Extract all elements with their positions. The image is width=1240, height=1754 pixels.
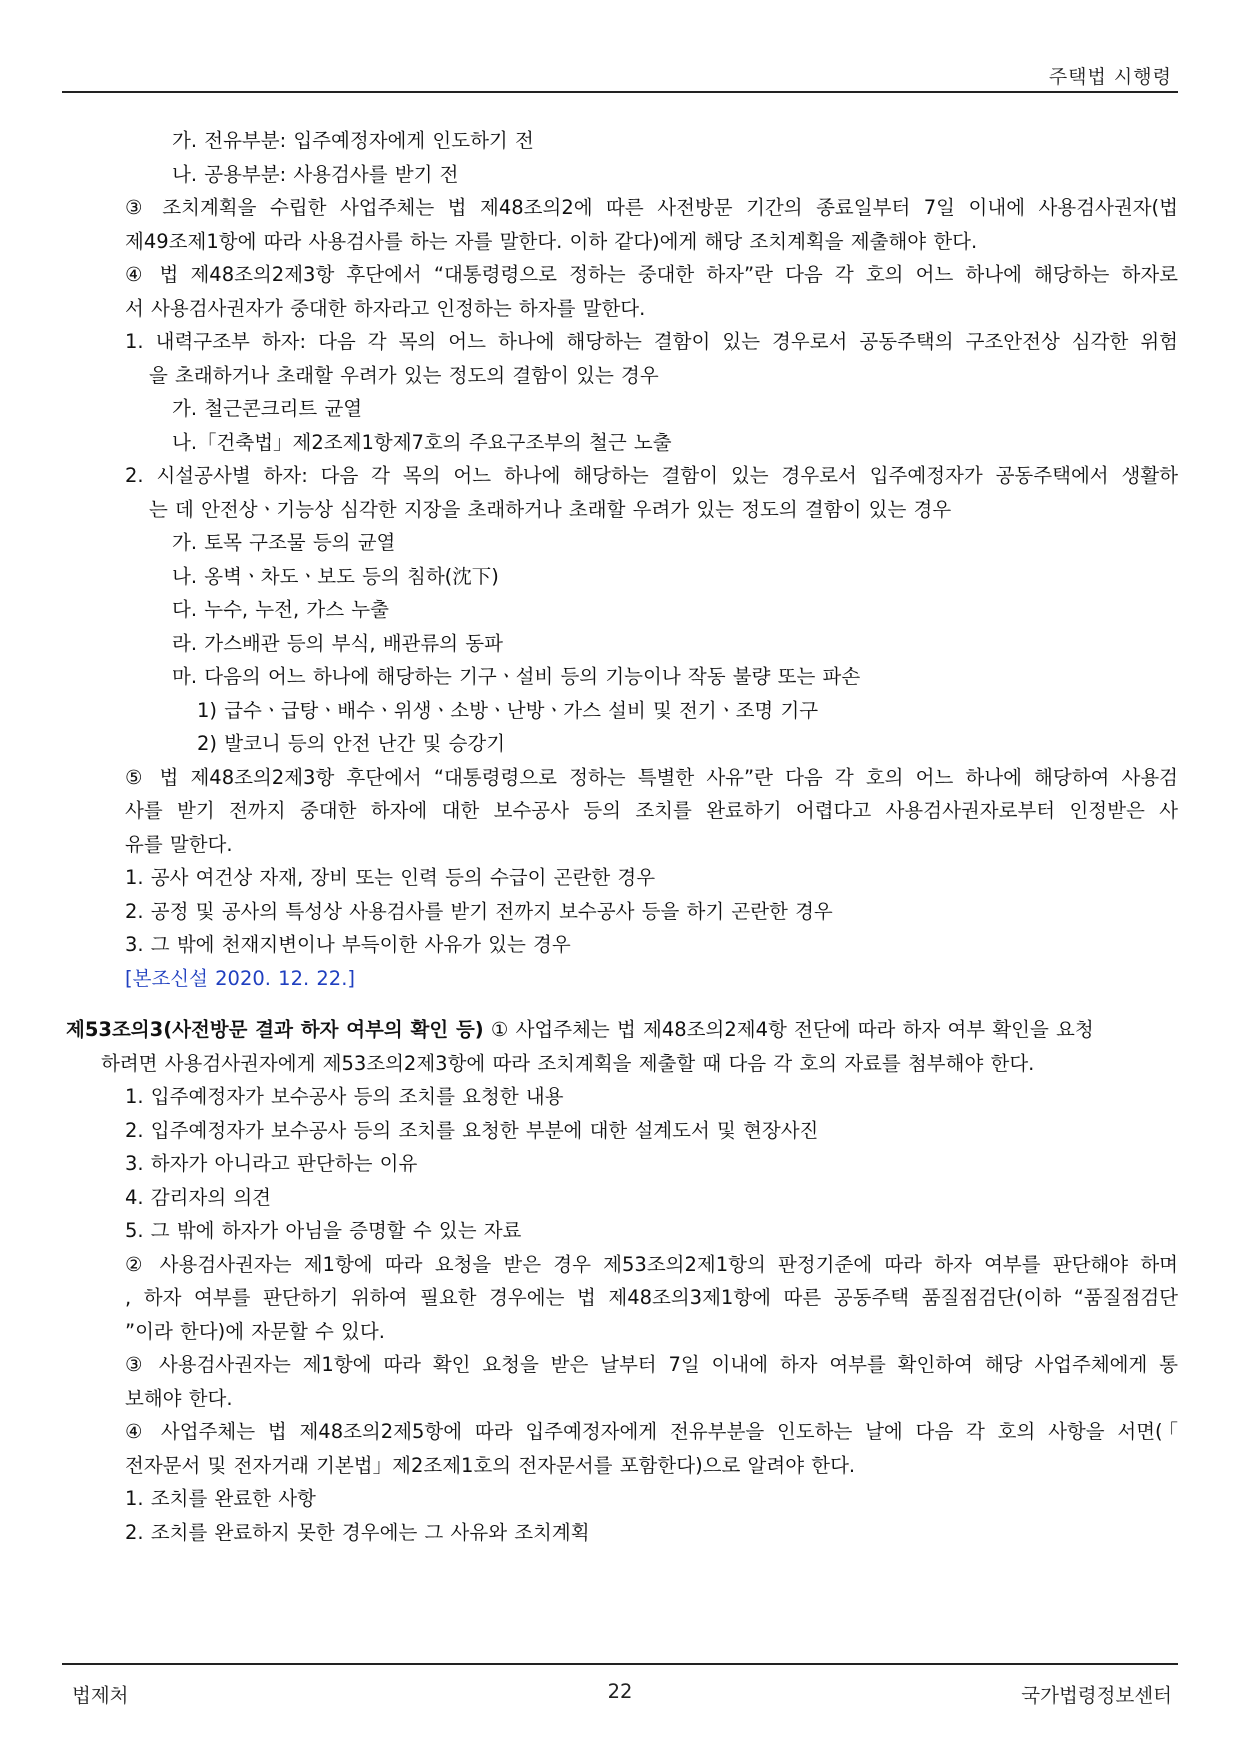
paragraph-line: ③ 사용검사권자는 제1항에 따라 확인 요청을 받은 날부터 7일 이내에 하자 여부를 확인하여 해당 사업주체에게 통 [125,1353,1178,1376]
paragraph-line: ⑤ 법 제48조의2제3항 후단에서 “대통령령으로 정하는 특별한 사유”란 다음 각 호의 어느 하나에 해당하여 사용검 [125,765,1178,789]
paragraph-line: ② 사용검사권자는 제1항에 따라 요청을 받은 경우 제53조의2제1항의 판정기준에 따라 하자 여부를 판단해야 하며 [125,1252,1178,1276]
footer-rule [62,1663,1178,1665]
subitem-line: 나.「건축법」제2조제1항제7호의 주요구조부의 철근 노출 [172,430,672,454]
document-body [62,124,1178,1549]
item-line: 1. 내력구조부 하자: 다음 각 목의 어느 하나에 해당하는 결함이 있는 경우로서 공동주택의 구조안전상 심각한 위험 [125,330,1178,353]
text-line: 서 사용검사권자가 중대한 하자라고 인정하는 하자를 말한다. [125,296,646,320]
text-line: 가. 전유부분: 입주예정자에게 인도하기 전 [172,129,534,152]
subitem-line: 가. 철근콘크리트 균열 [172,397,363,420]
section-gap [62,995,1178,1013]
paragraph-line: ④ 법 제48조의2제3항 후단에서 “대통령령으로 정하는 중대한 하자”란 다음 각 호의 어느 하나에 해당하는 하자로 [125,263,1178,286]
paragraph-line: 사를 받기 전까지 중대한 하자에 대한 보수공사 등의 조치를 완료하기 어렵다고 사용검사권자로부터 인정받은 사 [125,799,1178,822]
text-line: 나. 공용부분: 사용검사를 받기 전 [172,162,459,186]
item-line: 1. 입주예정자가 보수공사 등의 조치를 요청한 내용 [125,1085,564,1108]
text-line: 을 초래하거나 초래할 우려가 있는 정도의 결함이 있는 경우 [149,363,659,387]
subitem-line: 다. 누수, 누전, 가스 누출 [172,598,389,621]
text-line: 하려면 사용검사권자에게 제53조의2제3항에 따라 조치계획을 제출할 때 다음 각 호의 자료를 첨부해야 한다. [101,1051,1035,1075]
item-line: 3. 그 밖에 천재지변이나 부득이한 사유가 있는 경우 [125,933,571,956]
text-line: 보해야 한다. [125,1386,233,1410]
item-line: 1. 공사 여건상 자재, 장비 또는 인력 등의 수급이 곤란한 경우 [125,866,656,889]
subitem-line: 가. 토목 구조물 등의 균열 [172,531,396,554]
item-line: 1. 조치를 완료한 사항 [125,1487,316,1510]
text-line: 전자문서 및 전자거래 기본법」제2조제1호의 전자문서를 포함한다)으로 알려야 한다. [125,1453,856,1477]
subsubitem-line: 2) 발코니 등의 안전 난간 및 승강기 [197,732,506,755]
subsubitem-line: 1) 급수ㆍ급탕ㆍ배수ㆍ위생ㆍ소방ㆍ난방ㆍ가스 설비 및 전기ㆍ조명 기구 [197,698,819,722]
article-title: 제53조의3(사전방문 결과 하자 여부의 확인 등) [66,1018,484,1041]
item-line: 3. 하자가 아니라고 판단하는 이유 [125,1152,418,1175]
item-line: 2. 입주예정자가 보수공사 등의 조치를 요청한 부분에 대한 설계도서 및 현장사진 [125,1118,819,1142]
paragraph-line: ④ 사업주체는 법 제48조의2제5항에 따라 입주예정자에게 전유부분을 인도하는 날에 다음 각 호의 사항을 서면(「 [125,1420,1178,1443]
text-line: 는 데 안전상ㆍ기능상 심각한 지장을 초래하거나 초래할 우려가 있는 정도의 결함이 있는 경우 [149,497,952,521]
paragraph-line: ③ 조치계획을 수립한 사업주체는 법 제48조의2에 따른 사전방문 기간의 종료일부터 7일 이내에 사용검사권자(법 [125,196,1178,219]
subitem-line: 나. 옹벽ㆍ차도ㆍ보도 등의 침하(沈下) [172,564,499,588]
text-line: 제49조제1항에 따라 사용검사를 하는 자를 말한다. 이하 같다)에게 해당 조치계획을 제출해야 한다. [125,229,978,253]
article-heading-line [62,1013,1178,1047]
paragraph-line: , 하자 여부를 판단하기 위하여 필요한 경우에는 법 제48조의3제1항에 따른 공동주택 품질점검단(이하 “품질점검단 [125,1286,1178,1309]
item-line: 4. 감리자의 의견 [125,1185,272,1209]
item-line: 2. 공정 및 공사의 특성상 사용검사를 받기 전까지 보수공사 등을 하기 곤란한 경우 [125,899,833,923]
footer-publisher: 법제처 [72,1684,129,1707]
article-first-text: ① 사업주체는 법 제48조의2제4항 전단에 따라 하자 여부 확인을 요청 [483,1018,1094,1041]
footer-source: 국가법령정보센터 [1021,1684,1172,1707]
text-line: ”이라 한다)에 자문할 수 있다. [125,1319,385,1343]
header-title: 주택법 시행령 [1048,66,1172,88]
item-line: 5. 그 밖에 하자가 아님을 증명할 수 있는 자료 [125,1219,522,1242]
item-line: 2. 조치를 완료하지 못한 경우에는 그 사유와 조치계획 [125,1520,590,1544]
subitem-line: 마. 다음의 어느 하나에 해당하는 기구ㆍ설비 등의 기능이나 작동 불량 또는 파손 [172,665,861,688]
header-rule [62,91,1178,93]
item-line: 2. 시설공사별 하자: 다음 각 목의 어느 하나에 해당하는 결함이 있는 경우로서 입주예정자가 공동주택에서 생활하 [125,464,1178,487]
subitem-line: 라. 가스배관 등의 부식, 배관류의 동파 [172,631,503,655]
enactment-note: [본조신설 2020. 12. 22.] [125,966,356,990]
text-line: 유를 말한다. [125,832,233,856]
page-number: 22 [607,1680,633,1703]
